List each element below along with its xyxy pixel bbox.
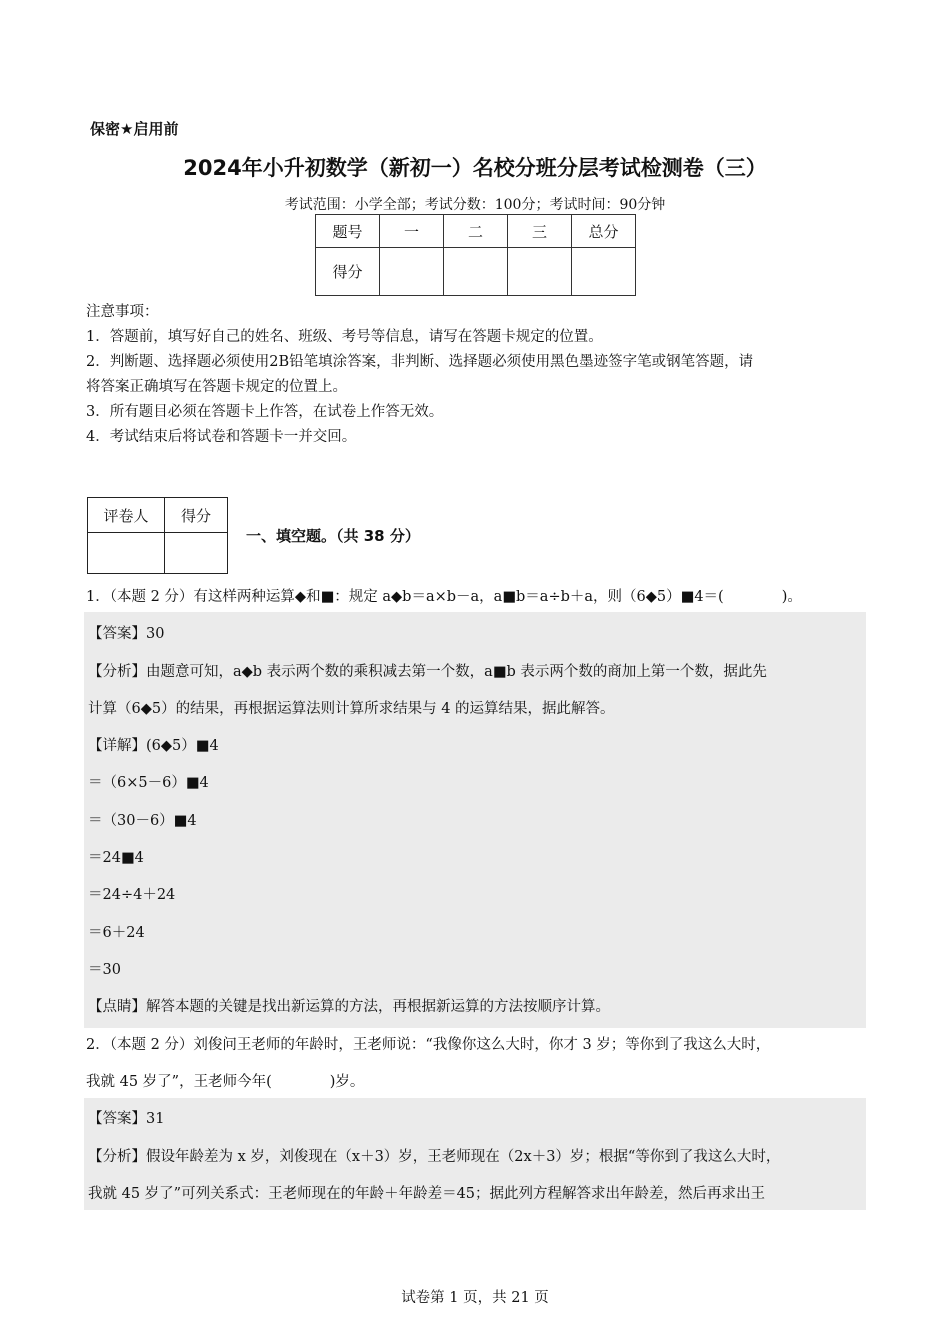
notes	[86, 300, 866, 450]
answer-line: 【答案】31	[88, 1111, 165, 1127]
section-title: 一、填空题。（共 38 分）	[246, 527, 420, 545]
score-row-label: 得分	[316, 248, 380, 296]
analysis-line: 计算（6◆5）的结果，再根据运算法则计算所求结果与 4 的运算结果，据此解答。	[88, 701, 615, 717]
grader-table	[87, 497, 228, 574]
detail-line: ＝（6×5－6）■4	[88, 775, 209, 791]
detail-line: ＝6＋24	[88, 925, 145, 941]
score-header-cell: 题号	[316, 215, 380, 248]
grader-label: 评卷人	[88, 498, 165, 533]
grader-score-label: 得分	[165, 498, 228, 533]
score-header-cell: 一	[380, 215, 444, 248]
page-footer: 试卷第 1 页，共 21 页	[401, 1290, 549, 1306]
note-item: 1．答题前，填写好自己的姓名、班级、考号等信息，请写在答题卡规定的位置。	[86, 329, 603, 345]
detail-line: ＝24■4	[88, 850, 144, 866]
score-table	[315, 214, 636, 296]
analysis-line: 【分析】假设年龄差为 x 岁，刘俊现在（x＋3）岁，王老师现在（2x＋3）岁；根据“等你到了我这么大时，	[88, 1149, 781, 1165]
score-cell	[508, 248, 572, 296]
question-2-stem: 2．（本题 2 分）刘俊问王老师的年龄时，王老师说：“我像你这么大时，你才 3 岁；等你到了我这么大时，	[86, 1037, 771, 1053]
question-2-stem: 我就 45 岁了”，王老师今年( )岁。	[86, 1074, 365, 1090]
analysis-line: 【分析】由题意可知，a◆b 表示两个数的乘积减去第一个数，a■b 表示两个数的商加上第一个数，据此先	[88, 664, 767, 680]
score-cell	[380, 248, 444, 296]
score-cell	[572, 248, 636, 296]
answer-line: 【答案】30	[88, 626, 165, 642]
note-item: 3．所有题目必须在答题卡上作答，在试卷上作答无效。	[86, 404, 444, 420]
detail-line: 【详解】(6◆5）■4	[88, 738, 219, 754]
score-header-cell: 三	[508, 215, 572, 248]
detail-line: ＝30	[88, 962, 121, 978]
grader-cell	[165, 533, 228, 574]
tip-line: 【点睛】解答本题的关键是找出新运算的方法，再根据新运算的方法按顺序计算。	[88, 999, 610, 1015]
score-header-cell: 二	[444, 215, 508, 248]
note-item: 将答案正确填写在答题卡规定的位置上。	[86, 379, 347, 395]
note-item: 2．判断题、选择题必须使用2B铅笔填涂答案，非判断、选择题必须使用黑色墨迹签字笔或钢笔答题，请	[86, 354, 754, 370]
grader-cell	[88, 533, 165, 574]
confidential-label: 保密★启用前	[90, 120, 179, 138]
detail-line: ＝24÷4＋24	[88, 887, 176, 903]
detail-line: ＝（30－6）■4	[88, 813, 197, 829]
score-cell	[444, 248, 508, 296]
analysis-line: 我就 45 岁了”可列关系式：王老师现在的年龄＋年龄差＝45；据此列方程解答求出年龄差，然后再求出王	[88, 1186, 766, 1202]
page-title: 2024年小升初数学（新初一）名校分班分层考试检测卷（三）	[183, 156, 767, 180]
exam-range: 考试范围：小学全部；考试分数：100分；考试时间：90分钟	[284, 197, 666, 213]
question-1-stem: 1．（本题 2 分）有这样两种运算◆和■：规定 a◆b＝a×b－a，a■b＝a÷b＋a，则（6◆5）■4＝( )。	[86, 589, 802, 605]
note-item: 4．考试结束后将试卷和答题卡一并交回。	[86, 429, 357, 445]
notes-heading: 注意事项：	[86, 304, 159, 320]
score-header-cell: 总分	[572, 215, 636, 248]
